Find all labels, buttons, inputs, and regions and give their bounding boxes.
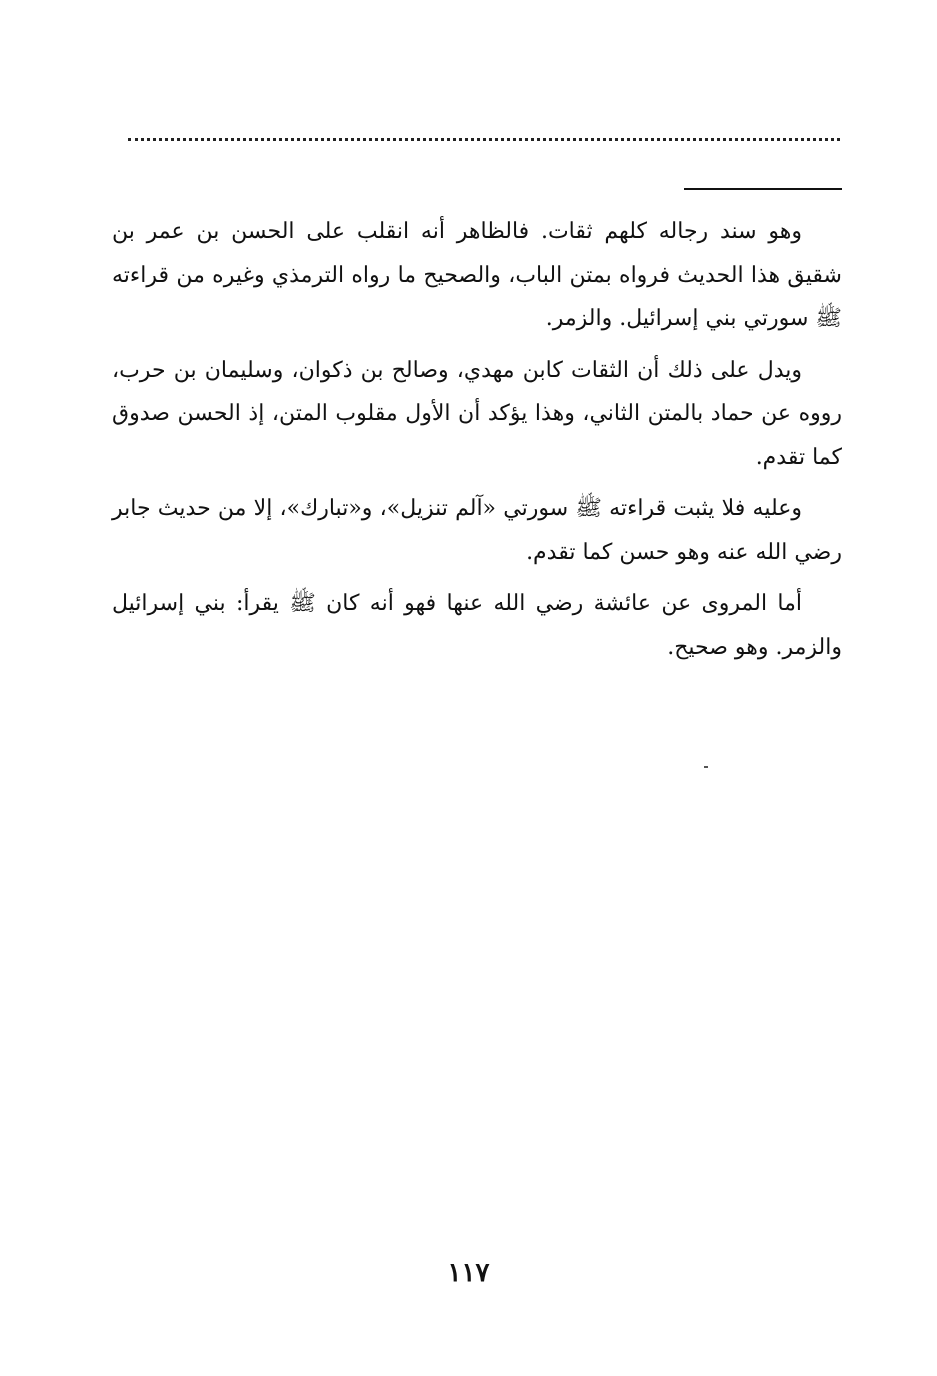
paragraph-3: وعليه فلا يثبت قراءته ﷺ سورتي «آلم تنزيل»، و«تبارك»، إلا من حديث جابر رضي الله عنه وهو حسن كما تقدم. xyxy=(112,496,842,565)
scan-speck xyxy=(704,766,708,768)
footnote-text xyxy=(112,210,842,677)
dotted-separator xyxy=(128,138,840,141)
paragraph-1: وهو سند رجاله كلهم ثقات. فالظاهر أنه انقلب على الحسن بن عمر بن شقيق هذا الحديث فرواه بمتن الباب، والصحيح ما رواه الترمذي وغيره من قراءته ﷺ سورتي بني إسرائيل. والزمر. xyxy=(112,219,842,331)
paragraph-4: أما المروى عن عائشة رضي الله عنها فهو أنه كان ﷺ يقرأ: بني إسرائيل والزمر. وهو صحيح. xyxy=(112,591,842,660)
footnote-rule xyxy=(684,188,842,190)
page-number: ١١٧ xyxy=(447,1258,490,1288)
paragraph-2: ويدل على ذلك أن الثقات كابن مهدي، وصالح بن ذكوان، وسليمان بن حرب، رووه عن حماد بالمتن الثاني، وهذا يؤكد أن الأول مقلوب المتن، إذ الحسن صدوق كما تقدم. xyxy=(112,357,842,470)
